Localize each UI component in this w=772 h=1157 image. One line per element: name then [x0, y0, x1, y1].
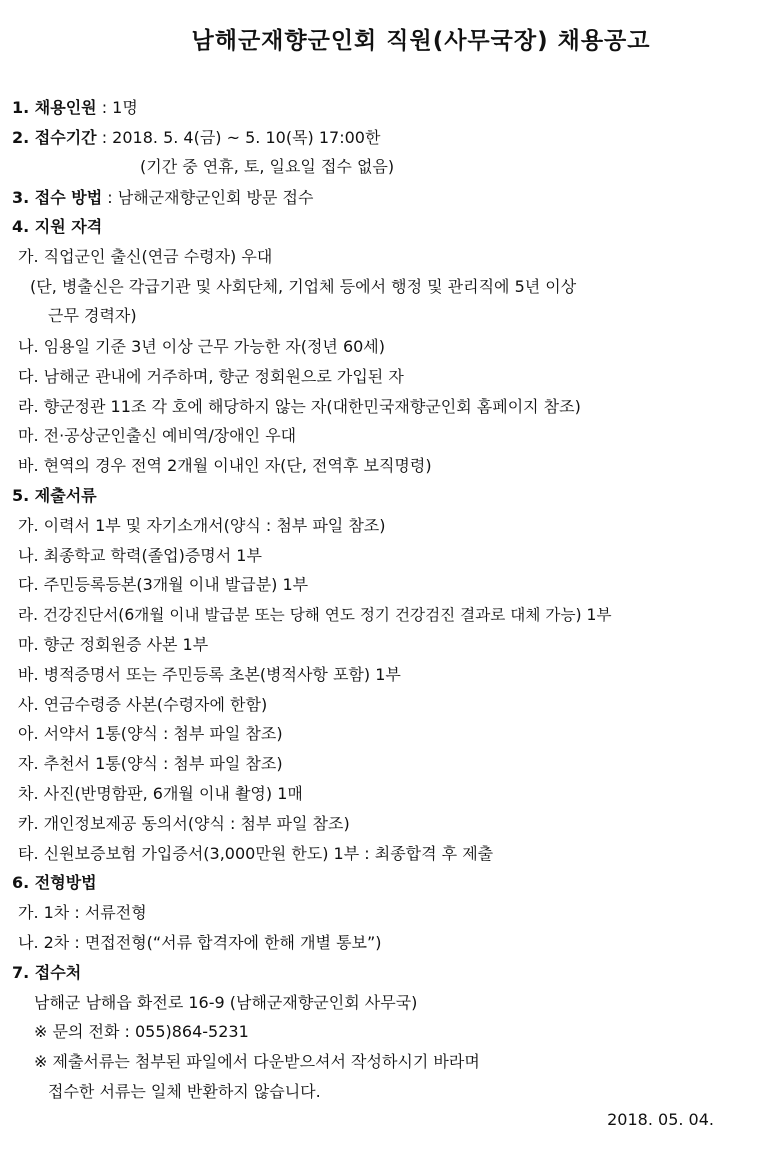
section-heading: 1. 채용인원: [12, 98, 97, 117]
contact-phone: ※ 문의 전화 : 055)864-5231: [34, 1022, 249, 1041]
qualification-note: 근무 경력자): [48, 306, 137, 325]
qualification-item: 다. 남해군 관내에 거주하며, 향군 정회원으로 가입된 자: [18, 367, 404, 386]
qualification-note: (단, 병출신은 각급기관 및 사회단체, 기업체 등에서 행정 및 관리직에 5년 이상: [30, 277, 577, 296]
document-item: 아. 서약서 1통(양식 : 첨부 파일 참조): [18, 724, 283, 743]
section-period: [12, 128, 380, 148]
document-item: 가. 이력서 1부 및 자기소개서(양식 : 첨부 파일 참조): [18, 516, 386, 535]
section-value: : 1명: [96, 98, 138, 117]
section-heading: 3. 접수 방법: [12, 188, 103, 207]
submission-note: 접수한 서류는 일체 반환하지 않습니다.: [48, 1082, 321, 1101]
section-method: [12, 188, 313, 208]
document-item: 카. 개인정보제공 동의서(양식 : 첨부 파일 참조): [18, 814, 350, 833]
notice-date: 2018. 05. 04.: [607, 1110, 714, 1129]
document-item: 마. 향군 정회원증 사본 1부: [18, 635, 209, 654]
section-recruit-count: [12, 98, 138, 118]
page-title: 남해군재향군인회 직원(사무국장) 채용공고: [191, 28, 651, 54]
qualification-item: 나. 임용일 기준 3년 이상 근무 가능한 자(정년 60세): [18, 337, 386, 356]
qualification-item: 가. 직업군인 출신(연금 수령자) 우대: [18, 247, 273, 266]
document-item: 자. 추천서 1통(양식 : 첨부 파일 참조): [18, 754, 283, 773]
selection-item: 가. 1차 : 서류전형: [18, 903, 147, 922]
qualification-item: 마. 전·공상군인출신 예비역/장애인 우대: [18, 426, 297, 445]
section-heading: 4. 지원 자격: [12, 217, 103, 236]
section-heading: 7. 접수처: [12, 963, 82, 982]
document-item: 나. 최종학교 학력(졸업)증명서 1부: [18, 546, 262, 565]
document-item: 차. 사진(반명함판, 6개월 이내 촬영) 1매: [18, 784, 303, 803]
office-address: 남해군 남해읍 화전로 16-9 (남해군재향군인회 사무국): [34, 993, 418, 1012]
qualification-item: 바. 현역의 경우 전역 2개월 이내인 자(단, 전역후 보직명령): [18, 456, 432, 475]
document-item: 타. 신원보증보험 가입증서(3,000만원 한도) 1부 : 최종합격 후 제출: [18, 844, 494, 863]
period-note: (기간 중 연휴, 토, 일요일 접수 없음): [140, 157, 395, 176]
document-item: 라. 건강진단서(6개월 이내 발급분 또는 당해 연도 정기 건강검진 결과로 대체 가능) 1부: [18, 606, 612, 624]
section-heading: 6. 전형방법: [12, 873, 97, 892]
section-value: : 남해군재향군인회 방문 접수: [102, 188, 314, 207]
submission-note: ※ 제출서류는 첨부된 파일에서 다운받으셔서 작성하시기 바라며: [34, 1052, 480, 1071]
document-item: 바. 병적증명서 또는 주민등록 초본(병적사항 포함) 1부: [18, 665, 401, 684]
document-item: 사. 연금수령증 사본(수령자에 한함): [18, 695, 268, 714]
document-item: 다. 주민등록등본(3개월 이내 발급분) 1부: [18, 575, 309, 594]
section-heading: 2. 접수기간: [12, 128, 97, 147]
section-value: : 2018. 5. 4(금) ~ 5. 10(목) 17:00한: [96, 128, 381, 147]
section-heading: 5. 제출서류: [12, 486, 97, 505]
qualification-item: 라. 향군정관 11조 각 호에 해당하지 않는 자(대한민국재향군인회 홈페이지 참조): [18, 397, 581, 416]
selection-item: 나. 2차 : 면접전형(“서류 합격자에 한해 개별 통보”): [18, 933, 382, 952]
